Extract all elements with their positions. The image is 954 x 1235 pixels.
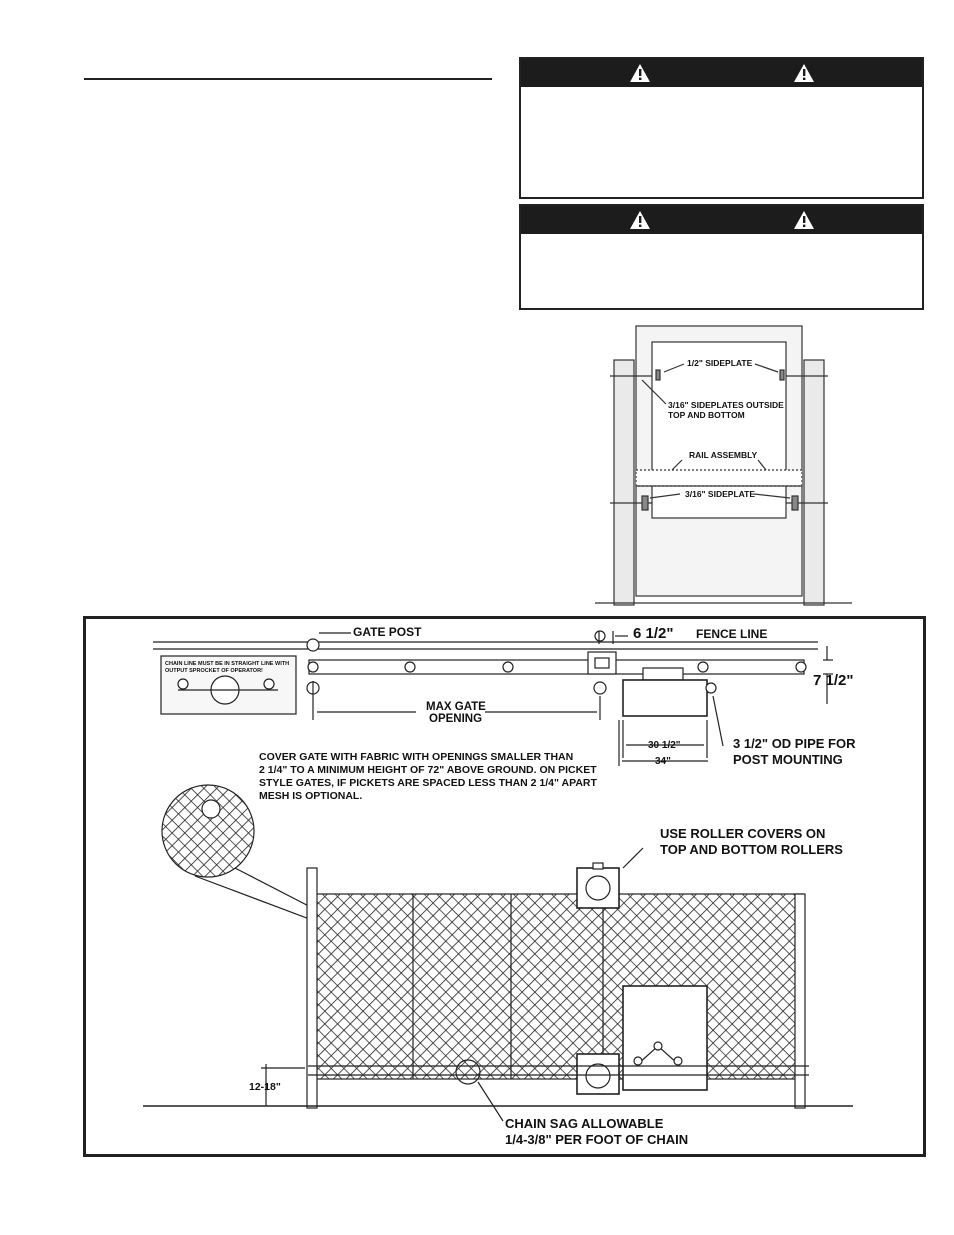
warning-triangle-icon (629, 63, 651, 83)
roller-note-line-2: TOP AND BOTTOM ROLLERS (660, 842, 843, 857)
warning-header-bar (521, 206, 922, 234)
warning-box-1 (519, 57, 924, 199)
label-max-gate: MAX GATE (426, 701, 486, 713)
chain-note-line-2: OUTPUT SPROCKET OF OPERATOR! (165, 668, 263, 674)
label-opening: OPENING (429, 713, 483, 725)
cover-note-line-4: MESH IS OPTIONAL. (259, 790, 363, 802)
end-view-drawing (590, 320, 855, 610)
label-top-and-bottom: TOP AND BOTTOM (668, 410, 745, 420)
label-316-sideplate: 3/16" SIDEPLATE (685, 489, 756, 499)
cover-note-line-3: STYLE GATES, IF PICKETS ARE SPACED LESS THAN 2 1/4" APART (259, 777, 597, 789)
label-rail-assembly: RAIL ASSEMBLY (689, 450, 758, 460)
warning-header-bar (521, 59, 922, 87)
cover-note-line-1: COVER GATE WITH FABRIC WITH OPENINGS SMALLER THAN (259, 751, 574, 763)
warning-triangle-icon (793, 210, 815, 230)
label-sideplates-outside: 3/16" SIDEPLATES OUTSIDE (668, 400, 784, 410)
label-dim-34: 34" (655, 756, 671, 767)
label-dim-12-18: 12-18" (249, 1081, 281, 1093)
sag-note-line-2: 1/4-3/8" PER FOOT OF CHAIN (505, 1132, 689, 1147)
label-fence-line: FENCE LINE (696, 627, 768, 641)
label-dim-30-half: 30 1/2" (648, 740, 681, 751)
warning-box-2 (519, 204, 924, 310)
section-rule (84, 78, 492, 80)
label-gate-post: GATE POST (353, 625, 422, 639)
warning-triangle-icon (629, 210, 651, 230)
warning-triangle-icon (793, 63, 815, 83)
label-half-sideplate: 1/2" SIDEPLATE (687, 358, 753, 368)
gate-installation-drawing (83, 616, 926, 1157)
chain-note-line-1: CHAIN LINE MUST BE IN STRAIGHT LINE WITH (165, 661, 290, 667)
label-dim-6-half: 6 1/2" (633, 625, 674, 642)
label-pipe-line-2: POST MOUNTING (733, 752, 843, 767)
sag-note-line-1: CHAIN SAG ALLOWABLE (505, 1116, 664, 1131)
roller-note-line-1: USE ROLLER COVERS ON (660, 826, 826, 841)
label-pipe-line-1: 3 1/2" OD PIPE FOR (733, 736, 856, 751)
cover-note-line-2: 2 1/4" TO A MINIMUM HEIGHT OF 72" ABOVE GROUND. ON PICKET (259, 764, 597, 776)
label-dim-7-half: 7 1/2" (813, 672, 854, 689)
